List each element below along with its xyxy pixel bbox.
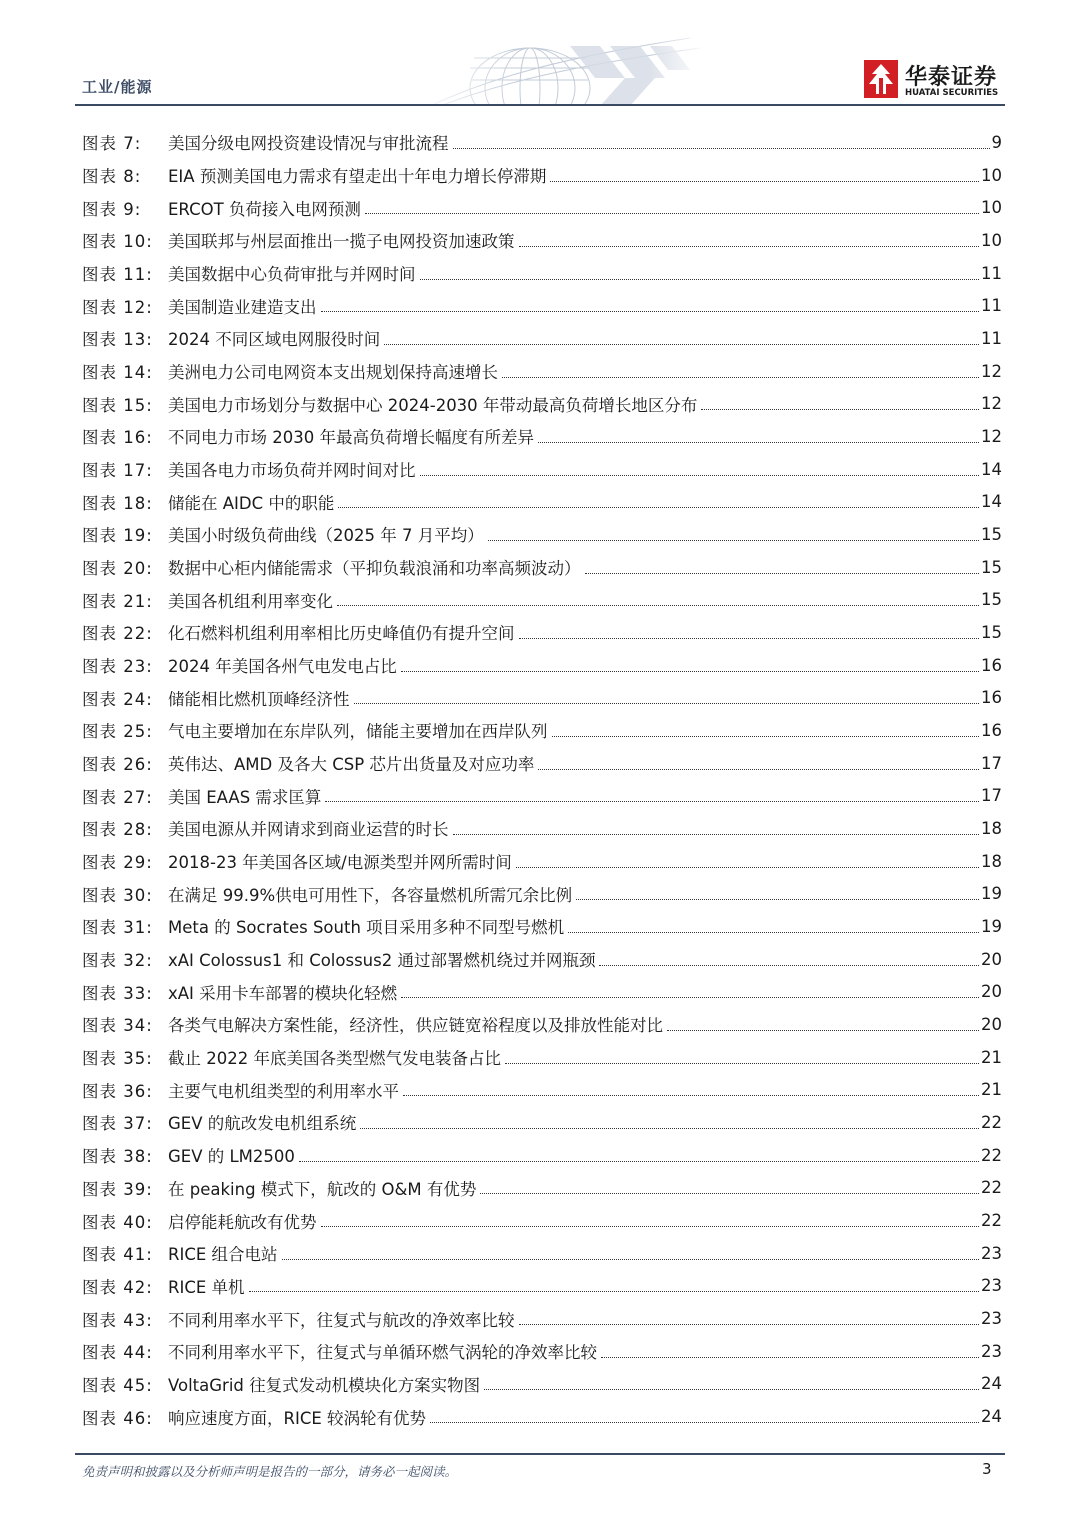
toc-figure-title: ERCOT 负荷接入电网预测 xyxy=(168,199,361,219)
toc-dot-leader xyxy=(249,1291,979,1292)
toc-figure-label: 图表 26: xyxy=(82,755,153,775)
toc-figure-label: 图表 36: xyxy=(82,1081,153,1101)
toc-dot-leader xyxy=(453,148,990,149)
toc-page-number: 15 xyxy=(981,590,1002,610)
toc-figure-label: 图表 19: xyxy=(82,526,153,546)
toc-figure-title: GEV 的 LM2500 xyxy=(168,1147,295,1167)
toc-figure-label: 图表 40: xyxy=(82,1212,153,1232)
toc-dot-leader xyxy=(538,769,979,770)
disclaimer-text: 免责声明和披露以及分析师声明是报告的一部分，请务必一起阅读。 xyxy=(82,1464,458,1479)
toc-figure-title: Meta 的 Socrates South 项目采用多种不同型号燃机 xyxy=(168,918,565,938)
toc-entry[interactable] xyxy=(82,191,1002,224)
toc-figure-title: 储能相比燃机顶峰经济性 xyxy=(168,689,350,709)
logo-english-name: HUATAI SECURITIES xyxy=(905,88,999,98)
toc-dot-leader xyxy=(576,899,979,900)
page-number: 3 xyxy=(982,1460,992,1478)
toc-figure-label: 图表 46: xyxy=(82,1408,153,1428)
toc-entry[interactable] xyxy=(82,681,1002,714)
toc-dot-leader xyxy=(480,1193,979,1194)
toc-page-number: 22 xyxy=(981,1211,1002,1230)
toc-figure-label: 图表 27: xyxy=(82,787,153,807)
toc-figure-label: 图表 35: xyxy=(82,1049,153,1069)
toc-entry[interactable] xyxy=(82,126,1002,159)
toc-figure-label: 图表 15: xyxy=(82,395,153,415)
toc-page-number: 16 xyxy=(981,720,1002,740)
toc-dot-leader xyxy=(321,311,980,312)
toc-entry[interactable] xyxy=(82,943,1002,976)
toc-dot-leader xyxy=(282,1259,979,1260)
toc-figure-title: 美洲电力公司电网资本支出规划保持高速增长 xyxy=(168,363,498,383)
toc-page-number: 12 xyxy=(981,394,1002,414)
toc-figure-label: 图表 17: xyxy=(82,461,153,481)
footer-divider xyxy=(75,1453,1005,1455)
toc-figure-title: 截止 2022 年底美国各类型燃气发电装备占比 xyxy=(168,1049,501,1069)
toc-entry[interactable] xyxy=(82,910,1002,943)
toc-dot-leader xyxy=(430,1422,979,1423)
toc-page-number: 11 xyxy=(981,328,1002,348)
toc-figure-title: RICE 组合电站 xyxy=(168,1245,278,1265)
toc-page-number: 9 xyxy=(991,132,1002,152)
toc-page-number: 21 xyxy=(981,1047,1002,1067)
toc-figure-title: 2018-23 年美国各区域/电源类型并网所需时间 xyxy=(168,853,512,873)
toc-figure-label: 图表 39: xyxy=(82,1179,153,1199)
toc-figure-label: 图表 12: xyxy=(82,297,153,317)
toc-entry[interactable] xyxy=(82,387,1002,420)
toc-figure-title: 2024 不同区域电网服役时间 xyxy=(168,330,381,350)
toc-dot-leader xyxy=(299,1161,979,1162)
toc-entry[interactable] xyxy=(82,1237,1002,1270)
toc-figure-title: 响应速度方面，RICE 较涡轮有优势 xyxy=(168,1408,427,1428)
toc-entry[interactable] xyxy=(82,1172,1002,1205)
toc-figure-label: 图表 45: xyxy=(82,1375,153,1395)
toc-entry[interactable] xyxy=(82,1008,1002,1041)
toc-figure-label: 图表 34: xyxy=(82,1016,153,1036)
toc-figure-title: 启停能耗航改有优势 xyxy=(168,1212,317,1232)
toc-figure-label: 图表 38: xyxy=(82,1147,153,1167)
toc-figure-title: 主要气电机组类型的利用率水平 xyxy=(168,1081,399,1101)
figure-list xyxy=(82,126,1002,1433)
toc-page-number: 21 xyxy=(981,1080,1002,1100)
toc-figure-title: 美国小时级负荷曲线（2025 年 7 月平均） xyxy=(168,526,484,546)
toc-page-number: 22 xyxy=(981,1112,1002,1132)
toc-figure-label: 图表 42: xyxy=(82,1277,153,1297)
toc-figure-label: 图表 9: xyxy=(82,199,142,219)
toc-entry[interactable] xyxy=(82,1270,1002,1303)
toc-entry[interactable] xyxy=(82,747,1002,780)
toc-figure-label: 图表 33: xyxy=(82,983,153,1003)
logo-chinese-name: 华泰证券 xyxy=(905,65,998,90)
toc-page-number: 23 xyxy=(981,1341,1002,1361)
toc-page-number: 17 xyxy=(981,786,1002,806)
toc-dot-leader xyxy=(365,213,979,214)
toc-entry[interactable] xyxy=(82,1041,1002,1074)
huatai-logo-mark-icon xyxy=(864,60,898,98)
toc-figure-label: 图表 44: xyxy=(82,1343,153,1363)
toc-dot-leader xyxy=(568,932,979,933)
toc-dot-leader xyxy=(516,867,979,868)
toc-dot-leader xyxy=(338,507,979,508)
toc-entry[interactable] xyxy=(82,420,1002,453)
toc-entry[interactable] xyxy=(82,1400,1002,1433)
toc-figure-title: 美国电源从并网请求到商业运营的时长 xyxy=(168,820,449,840)
toc-figure-label: 图表 8: xyxy=(82,167,142,186)
toc-figure-label: 图表 13: xyxy=(82,330,153,350)
toc-page-number: 12 xyxy=(981,426,1002,446)
toc-figure-title: VoltaGrid 往复式发动机模块化方案实物图 xyxy=(168,1375,481,1395)
toc-dot-leader xyxy=(519,1324,980,1325)
toc-figure-title: 在满足 99.9%供电可用性下，各容量燃机所需冗余比例 xyxy=(168,885,573,905)
toc-dot-leader xyxy=(401,671,979,672)
toc-figure-label: 图表 11: xyxy=(82,265,153,285)
toc-dot-leader xyxy=(354,703,980,704)
toc-dot-leader xyxy=(488,540,979,541)
toc-entry[interactable] xyxy=(82,257,1002,290)
toc-entry[interactable] xyxy=(82,877,1002,910)
toc-entry[interactable] xyxy=(82,551,1002,584)
toc-figure-label: 图表 41: xyxy=(82,1245,153,1265)
toc-dot-leader xyxy=(519,246,980,247)
toc-figure-label: 图表 7: xyxy=(82,134,142,154)
toc-entry[interactable] xyxy=(82,1335,1002,1368)
toc-figure-title: xAI Colossus1 和 Colossus2 通过部署燃机绕过并网瓶颈 xyxy=(168,951,596,971)
toc-figure-title: 各类气电解决方案性能，经济性，供应链宽裕程度以及排放性能对比 xyxy=(168,1016,663,1036)
toc-figure-title: EIA 预测美国电力需求有望走出十年电力增长停滞期 xyxy=(168,167,547,186)
toc-figure-label: 图表 21: xyxy=(82,591,153,611)
toc-entry[interactable] xyxy=(82,616,1002,649)
toc-dot-leader xyxy=(519,638,980,639)
toc-figure-label: 图表 25: xyxy=(82,722,153,742)
section-label: 工业/能源 xyxy=(82,78,153,96)
toc-page-number: 14 xyxy=(981,459,1002,479)
toc-page-number: 15 xyxy=(981,622,1002,642)
toc-entry[interactable] xyxy=(82,649,1002,682)
toc-figure-title: 美国各电力市场负荷并网时间对比 xyxy=(168,461,416,481)
toc-dot-leader xyxy=(599,965,979,966)
toc-figure-title: 美国数据中心负荷审批与并网时间 xyxy=(168,265,416,285)
toc-entry[interactable] xyxy=(82,1073,1002,1106)
toc-dot-leader xyxy=(502,377,979,378)
toc-figure-label: 图表 32: xyxy=(82,951,153,971)
toc-entry[interactable] xyxy=(82,159,1002,192)
toc-figure-label: 图表 29: xyxy=(82,853,153,873)
toc-entry[interactable] xyxy=(82,714,1002,747)
toc-entry[interactable] xyxy=(82,1106,1002,1139)
toc-dot-leader xyxy=(337,605,979,606)
toc-entry[interactable] xyxy=(82,485,1002,518)
toc-page-number: 24 xyxy=(981,1407,1002,1427)
toc-page-number: 23 xyxy=(981,1243,1002,1263)
toc-page-number: 23 xyxy=(981,1276,1002,1296)
toc-entry[interactable] xyxy=(82,289,1002,322)
toc-figure-label: 图表 37: xyxy=(82,1114,153,1134)
toc-dot-leader xyxy=(550,181,979,182)
toc-figure-title: 美国电力市场划分与数据中心 2024-2030 年带动最高负荷增长地区分布 xyxy=(168,395,698,415)
toc-entry[interactable] xyxy=(82,1302,1002,1335)
huatai-logo xyxy=(864,60,1009,102)
toc-entry[interactable] xyxy=(82,975,1002,1008)
toc-page-number: 23 xyxy=(981,1309,1002,1329)
toc-dot-leader xyxy=(701,409,979,410)
toc-page-number: 16 xyxy=(981,655,1002,675)
toc-page-number: 20 xyxy=(981,982,1002,1002)
toc-page-number: 12 xyxy=(981,361,1002,381)
toc-page-number: 19 xyxy=(981,916,1002,936)
toc-dot-leader xyxy=(403,1095,979,1096)
toc-figure-label: 图表 30: xyxy=(82,885,153,905)
toc-entry[interactable] xyxy=(82,1368,1002,1401)
toc-entry[interactable] xyxy=(82,224,1002,257)
toc-figure-title: 数据中心柜内储能需求（平抑负载浪涌和功率高频波动） xyxy=(168,559,581,579)
toc-dot-leader xyxy=(401,997,979,998)
toc-page-number: 10 xyxy=(981,230,1002,250)
toc-page-number: 22 xyxy=(981,1145,1002,1165)
toc-page-number: 14 xyxy=(981,492,1002,512)
toc-dot-leader xyxy=(453,834,980,835)
toc-figure-title: 英伟达、AMD 及各大 CSP 芯片出货量及对应功率 xyxy=(168,755,535,775)
toc-figure-title: 不同利用率水平下，往复式与单循环燃气涡轮的净效率比较 xyxy=(168,1343,597,1363)
toc-figure-title: 美国制造业建造支出 xyxy=(168,297,317,317)
toc-figure-label: 图表 31: xyxy=(82,918,153,938)
toc-figure-label: 图表 24: xyxy=(82,689,153,709)
toc-dot-leader xyxy=(484,1389,979,1390)
toc-dot-leader xyxy=(360,1128,979,1129)
toc-page-number: 22 xyxy=(981,1178,1002,1198)
toc-page-number: 15 xyxy=(981,524,1002,544)
header-divider xyxy=(75,104,1005,106)
toc-page-number: 18 xyxy=(981,818,1002,838)
toc-dot-leader xyxy=(538,442,979,443)
page-header xyxy=(0,0,1080,110)
toc-page-number: 15 xyxy=(981,557,1002,577)
toc-dot-leader xyxy=(325,801,979,802)
toc-page-number: 20 xyxy=(981,1014,1002,1034)
toc-entry[interactable] xyxy=(82,453,1002,486)
toc-figure-title: 在 peaking 模式下，航改的 O&M 有优势 xyxy=(168,1179,477,1199)
toc-figure-title: 不同电力市场 2030 年最高负荷增长幅度有所差异 xyxy=(168,428,534,448)
toc-page-number: 20 xyxy=(981,949,1002,969)
toc-entry[interactable] xyxy=(82,583,1002,616)
toc-page-number: 18 xyxy=(981,851,1002,871)
toc-figure-title: 2024 年美国各州气电发电占比 xyxy=(168,657,397,677)
toc-dot-leader xyxy=(420,279,980,280)
toc-page-number: 10 xyxy=(981,198,1002,218)
toc-figure-title: 美国分级电网投资建设情况与审批流程 xyxy=(168,134,449,154)
toc-page-number: 10 xyxy=(981,165,1002,185)
toc-figure-title: 不同利用率水平下，往复式与航改的净效率比较 xyxy=(168,1310,515,1330)
toc-figure-title: 气电主要增加在东岸队列，储能主要增加在西岸队列 xyxy=(168,722,548,742)
toc-figure-label: 图表 28: xyxy=(82,820,153,840)
toc-dot-leader xyxy=(552,736,980,737)
toc-figure-label: 图表 43: xyxy=(82,1310,153,1330)
toc-figure-title: GEV 的航改发电机组系统 xyxy=(168,1114,357,1134)
toc-page-number: 17 xyxy=(981,753,1002,773)
toc-page-number: 24 xyxy=(981,1374,1002,1394)
toc-entry[interactable] xyxy=(82,845,1002,878)
toc-figure-title: RICE 单机 xyxy=(168,1277,245,1297)
toc-figure-title: 美国联邦与州层面推出一揽子电网投资加速政策 xyxy=(168,232,515,252)
toc-page-number: 11 xyxy=(981,263,1002,283)
toc-figure-label: 图表 14: xyxy=(82,363,153,383)
toc-figure-label: 图表 16: xyxy=(82,428,153,448)
toc-dot-leader xyxy=(321,1226,980,1227)
toc-figure-label: 图表 23: xyxy=(82,657,153,677)
toc-dot-leader xyxy=(585,573,980,574)
toc-entry[interactable] xyxy=(82,518,1002,551)
toc-figure-label: 图表 10: xyxy=(82,232,153,252)
header-globe-graphic xyxy=(410,28,710,106)
toc-figure-title: 储能在 AIDC 中的职能 xyxy=(168,493,335,513)
toc-entry[interactable] xyxy=(82,1204,1002,1237)
toc-entry[interactable] xyxy=(82,812,1002,845)
toc-figure-label: 图表 20: xyxy=(82,559,153,579)
toc-entry[interactable] xyxy=(82,1139,1002,1172)
toc-dot-leader xyxy=(384,344,979,345)
toc-figure-title: 化石燃料机组利用率相比历史峰值仍有提升空间 xyxy=(168,624,515,644)
toc-page-number: 19 xyxy=(981,884,1002,904)
toc-page-number: 11 xyxy=(981,296,1002,316)
toc-dot-leader xyxy=(601,1357,979,1358)
toc-entry[interactable] xyxy=(82,322,1002,355)
toc-dot-leader xyxy=(505,1063,979,1064)
toc-page-number: 16 xyxy=(981,688,1002,708)
toc-entry[interactable] xyxy=(82,779,1002,812)
toc-figure-label: 图表 18: xyxy=(82,493,153,513)
toc-figure-title: 美国各机组利用率变化 xyxy=(168,591,333,611)
toc-dot-leader xyxy=(420,475,980,476)
toc-figure-title: xAI 采用卡车部署的模块化轻燃 xyxy=(168,983,398,1003)
toc-figure-title: 美国 EAAS 需求匡算 xyxy=(168,787,322,807)
toc-figure-label: 图表 22: xyxy=(82,624,153,644)
toc-dot-leader xyxy=(667,1030,979,1031)
toc-entry[interactable] xyxy=(82,355,1002,388)
